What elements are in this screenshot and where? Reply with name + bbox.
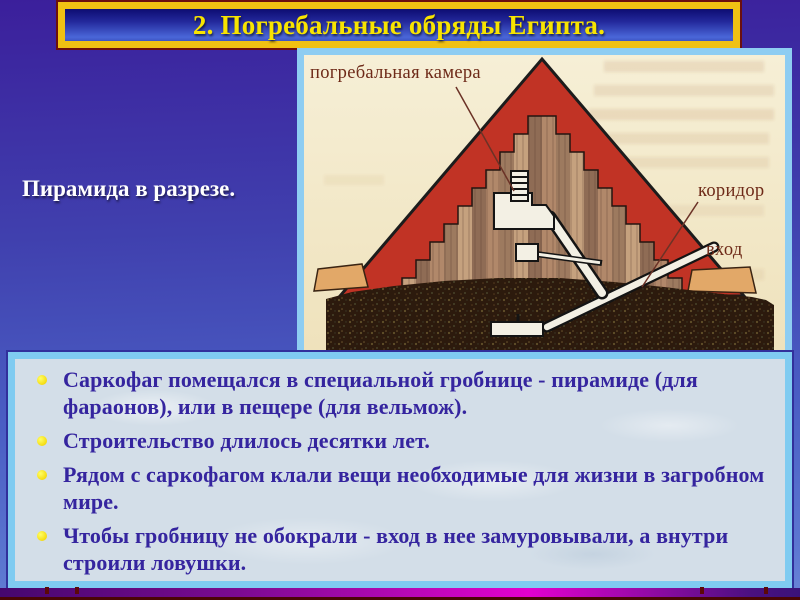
figure-label-corridor: коридор xyxy=(698,181,765,201)
pyramid-figure xyxy=(297,48,792,358)
figure-label-burial-chamber: погребальная камера xyxy=(310,63,481,83)
bullet-text: Чтобы гробницу не обокрали - вход в нее замуровывали, а внутри строили ловушки. xyxy=(63,523,729,575)
notes-panel xyxy=(8,352,792,588)
tick-mark xyxy=(75,587,79,594)
bullet-item xyxy=(63,366,775,420)
slide-title: 2. Погребальные обряды Египта. xyxy=(192,9,606,40)
mastaba-right xyxy=(688,267,756,293)
bullet-item xyxy=(63,522,775,576)
bullet-list xyxy=(15,359,785,576)
tick-mark xyxy=(700,587,704,594)
figure-label-entrance: вход xyxy=(706,240,743,260)
bullet-text: Саркофаг помещался в специальной гробнице - пирамиде (для фараонов), или в пещере (для вельмож). xyxy=(63,367,698,419)
bottom-accent-bar xyxy=(0,588,800,597)
title-bar xyxy=(58,2,740,48)
bullet-text: Строительство длилось десятки лет. xyxy=(63,428,430,453)
tick-mark xyxy=(45,587,49,594)
bullet-text: Рядом с саркофагом клали вещи необходимые для жизни в загробном мире. xyxy=(63,462,765,514)
bullet-item xyxy=(63,461,775,515)
mastaba-left xyxy=(314,264,368,291)
figure-caption: Пирамида в разрезе. xyxy=(22,176,236,201)
bullet-item xyxy=(63,427,775,454)
pyramid-illustration xyxy=(304,55,785,351)
tick-mark xyxy=(764,587,768,594)
